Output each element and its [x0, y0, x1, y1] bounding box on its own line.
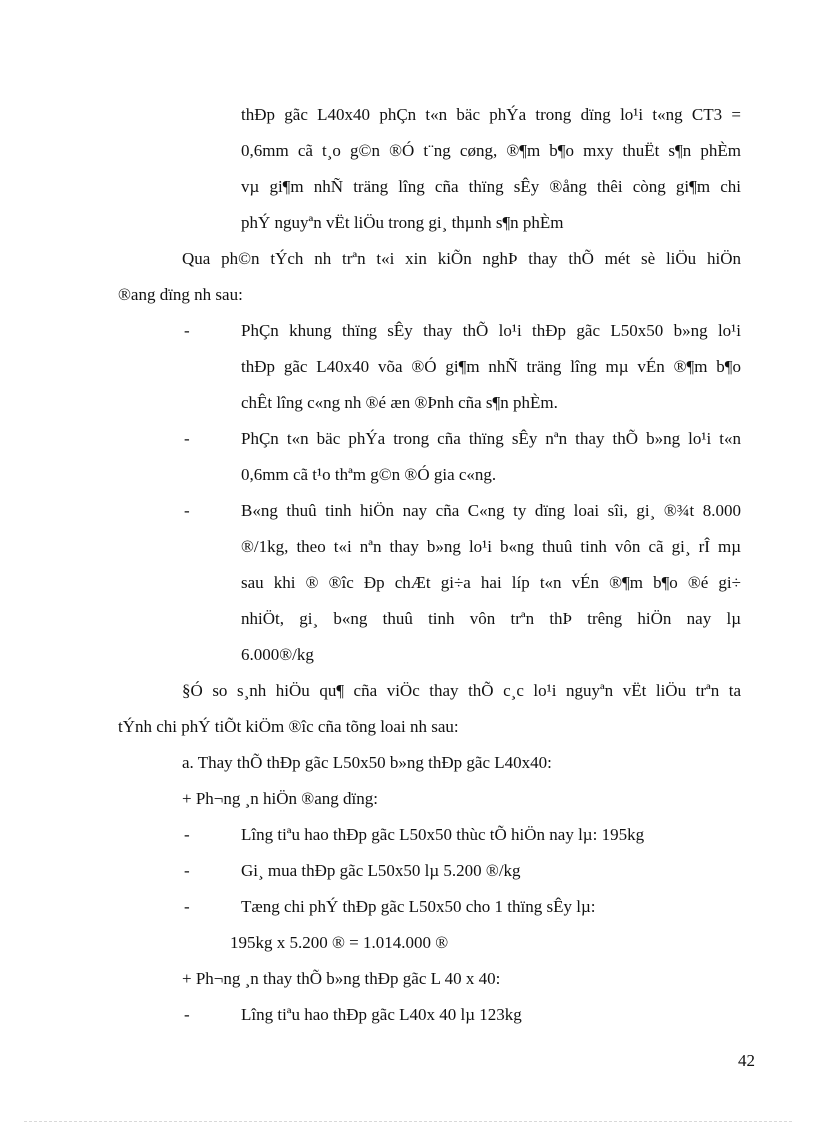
text-line-17: §Ó so s¸nh hiÖu qu¶ cña viÖc thay thÕ c¸c lo¹i nguyªn vËt liÖu trªn ta: [182, 681, 741, 700]
page-number: 42: [738, 1051, 755, 1070]
page-bottom-divider: [24, 1121, 792, 1122]
list-dash-5: -: [184, 861, 190, 880]
text-line-1: thÐp gãc L40x40 phÇn t«n bäc phÝa trong dïng lo¹i t«ng CT3 =: [241, 105, 741, 124]
text-line-8: thÐp gãc L40x40 võa ®Ó gi¶m nhÑ träng lîng mµ vÉn ®¶m b¶o: [241, 357, 741, 376]
text-line-20: + Ph¬ng ¸n hiÖn ®ang dïng:: [182, 789, 378, 808]
list-dash-7: -: [184, 1005, 190, 1024]
list-dash-3: -: [184, 501, 190, 520]
text-line-13: ®/1kg, theo t«i nªn thay b»ng lo¹i b«ng thuû tinh vôn cã gi¸ rÎ mµ: [241, 537, 741, 556]
text-line-24: 195kg x 5.200 ® = 1.014.000 ®: [230, 933, 449, 952]
text-line-23: Tæng chi phÝ thÐp gãc L50x50 cho 1 thïng sÊy lµ:: [241, 897, 596, 916]
text-line-2: 0,6mm cã t¸o g©n ®Ó t¨ng cøng, ®¶m b¶o mxy thuËt s¶n phÈm: [241, 141, 741, 160]
text-line-14: sau khi ® ®îc Ðp chÆt gi÷a hai líp t«n vÉn ®¶m b¶o ®é gi÷: [241, 573, 741, 592]
text-line-22: Gi¸ mua thÐp gãc L50x50 lµ 5.200 ®/kg: [241, 861, 521, 880]
text-line-11: 0,6mm cã t¹o thªm g©n ®Ó gia c«ng.: [241, 465, 497, 484]
text-line-6: ®ang dïng nh sau:: [118, 285, 243, 304]
text-line-21: Lîng tiªu hao thÐp gãc L50x50 thùc tÕ hiÖn nay lµ: 195kg: [241, 825, 645, 844]
text-line-12: B«ng thuû tinh hiÖn nay cña C«ng ty dïng loai sîi, gi¸ ®¾t 8.000: [241, 501, 741, 520]
list-dash-1: -: [184, 321, 190, 340]
text-line-26: Lîng tiªu hao thÐp gãc L40x 40 lµ 123kg: [241, 1005, 522, 1024]
text-line-5: Qua ph©n tÝch nh trªn t«i xin kiÕn nghÞ thay thÕ mét sè liÖu hiÖn: [182, 249, 741, 268]
list-dash-2: -: [184, 429, 190, 448]
text-line-3: vµ gi¶m nhÑ träng lîng cña thïng sÊy ®ång thêi còng gi¶m chi: [241, 177, 741, 196]
text-line-7: PhÇn khung thïng sÊy thay thÕ lo¹i thÐp gãc L50x50 b»ng lo¹i: [241, 321, 741, 340]
text-line-15: nhiÖt, gi¸ b«ng thuû tinh vôn trªn thÞ trêng hiÖn nay lµ: [241, 609, 741, 628]
list-dash-4: -: [184, 825, 190, 844]
text-line-25: + Ph¬ng ¸n thay thÕ b»ng thÐp gãc L 40 x 40:: [182, 969, 501, 988]
text-line-18: tÝnh chi phÝ tiÕt kiÖm ®îc cña tõng loai nh sau:: [118, 717, 459, 736]
text-line-19: a. Thay thÕ thÐp gãc L50x50 b»ng thÐp gãc L40x40:: [182, 753, 552, 772]
text-line-16: 6.000®/kg: [241, 645, 314, 664]
text-line-4: phÝ nguyªn vËt liÖu trong gi¸ thµnh s¶n phÈm: [241, 213, 564, 232]
text-line-9: chÊt lîng c«ng nh ®é æn ®Þnh cña s¶n phÈm.: [241, 393, 558, 412]
text-line-10: PhÇn t«n bäc phÝa trong cña thïng sÊy nªn thay thÕ b»ng lo¹i t«n: [241, 429, 741, 448]
list-dash-6: -: [184, 897, 190, 916]
